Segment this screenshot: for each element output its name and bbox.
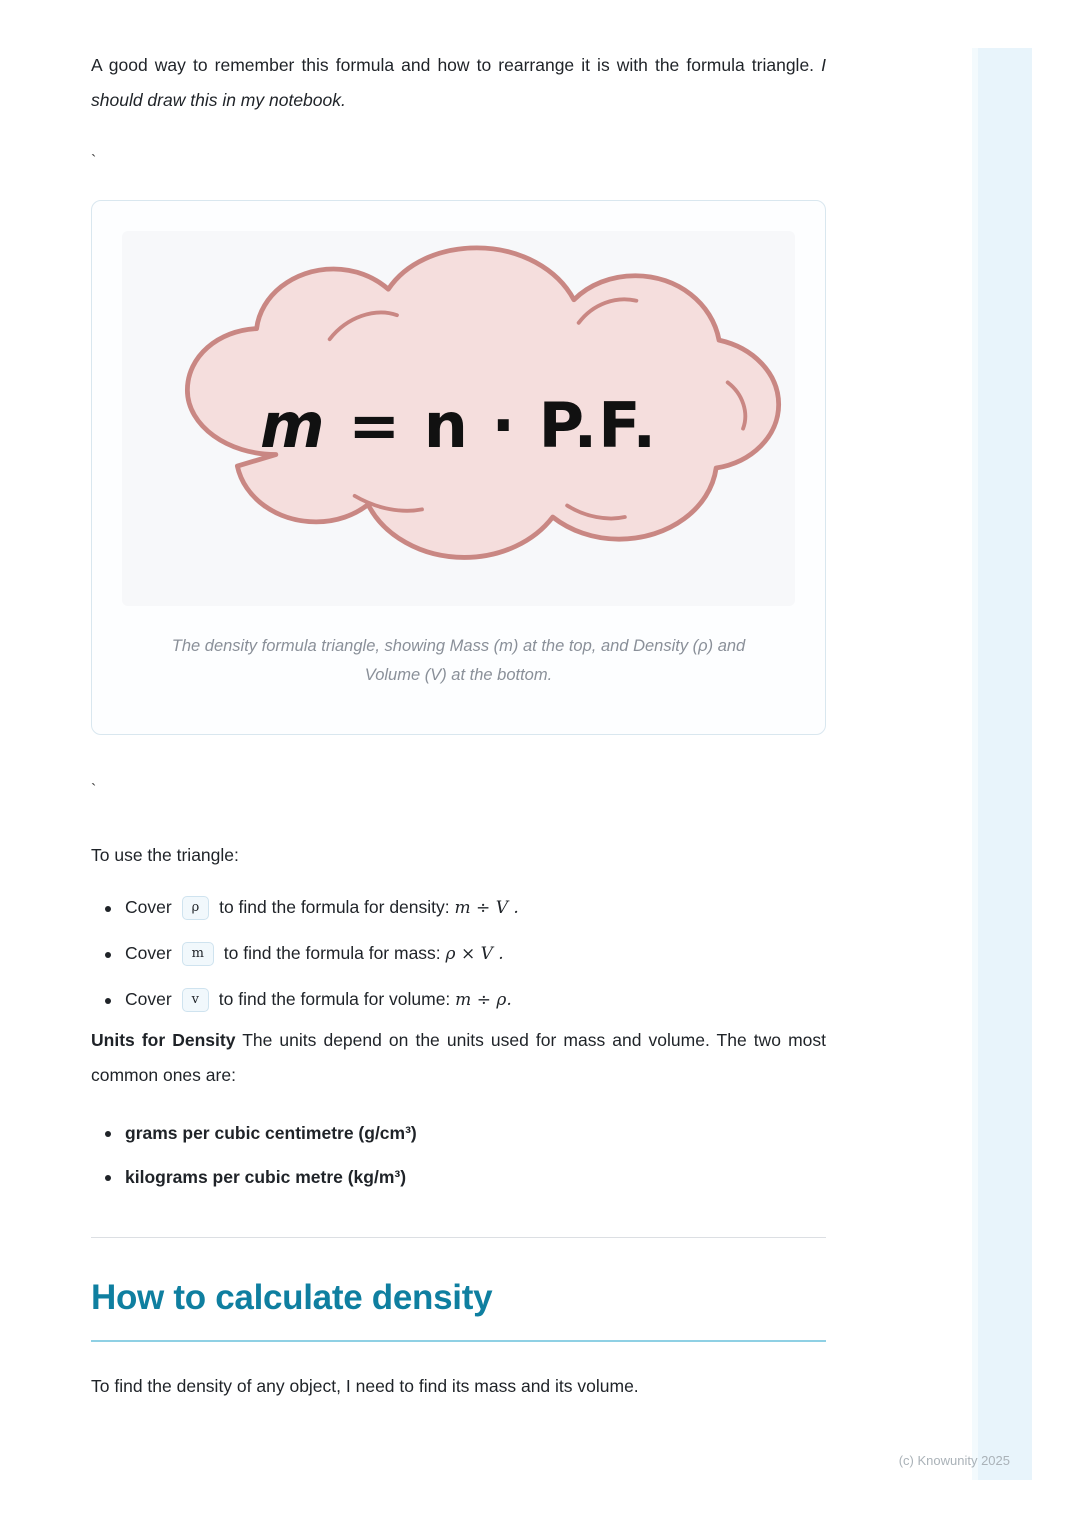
intro-paragraph bbox=[91, 48, 826, 118]
triangle-usage-list bbox=[91, 885, 826, 1023]
list-item-formula: m ÷ V . bbox=[454, 898, 519, 918]
units-heading: Units for Density bbox=[91, 1030, 236, 1050]
list-item-prefix: Cover bbox=[125, 989, 172, 1009]
triangle-usage-lead: To use the triangle: bbox=[91, 845, 239, 865]
list-item-prefix: Cover bbox=[125, 897, 172, 917]
watermark: (c) Knowunity 2025 bbox=[898, 1453, 1010, 1468]
figure-formula-equals: = bbox=[348, 389, 402, 462]
list-item bbox=[91, 977, 826, 1023]
list-item-formula: ρ × V . bbox=[445, 944, 504, 964]
list-item-middle: to find the formula for density: bbox=[219, 897, 450, 917]
list-item-prefix: Cover bbox=[125, 943, 172, 963]
figure-image bbox=[122, 231, 795, 606]
list-item-formula: m ÷ ρ. bbox=[455, 990, 512, 1010]
page-title: How to calculate density bbox=[91, 1278, 493, 1317]
list-item bbox=[91, 885, 826, 931]
list-item: grams per cubic centimetre (g/cm³) bbox=[91, 1111, 826, 1155]
figure-caption: The density formula triangle, showing Mass (m) at the top, and Density (ρ) and Volume (V) at the bottom. bbox=[171, 637, 746, 684]
figure-formula-right: n · P.F. bbox=[423, 389, 657, 462]
page-side-strip-inner bbox=[972, 48, 978, 1480]
units-paragraph bbox=[91, 1023, 826, 1093]
code-fence-marker-top: ` bbox=[91, 153, 97, 170]
page-side-strip bbox=[972, 48, 1032, 1480]
list-item bbox=[91, 931, 826, 977]
figure-formula-mass: m bbox=[259, 389, 326, 462]
intro-paragraph-text: A good way to remember this formula and how to rearrange it is with the formula triangle. bbox=[91, 55, 815, 75]
intro-paragraph-note: I should draw this in my notebook. bbox=[91, 55, 826, 110]
figure-formula bbox=[122, 389, 795, 462]
units-body: The units depend on the units used for mass and volume. The two most common ones are: bbox=[91, 1030, 826, 1085]
code-fence-marker-bottom: ` bbox=[91, 782, 97, 799]
chip-mass: m bbox=[182, 942, 214, 966]
section-divider bbox=[91, 1237, 826, 1238]
list-item: kilograms per cubic metre (kg/m³) bbox=[91, 1155, 826, 1199]
figure-card bbox=[91, 200, 826, 735]
chip-volume: v bbox=[182, 988, 209, 1012]
document-content bbox=[91, 48, 826, 1420]
units-list bbox=[91, 1111, 826, 1199]
list-item-middle: to find the formula for volume: bbox=[218, 989, 451, 1009]
list-item-middle: to find the formula for mass: bbox=[223, 943, 441, 963]
chip-density: ρ bbox=[182, 896, 210, 920]
section-heading-rule bbox=[91, 1340, 826, 1342]
closing-paragraph: To find the density of any object, I need to find its mass and its volume. bbox=[91, 1376, 639, 1396]
